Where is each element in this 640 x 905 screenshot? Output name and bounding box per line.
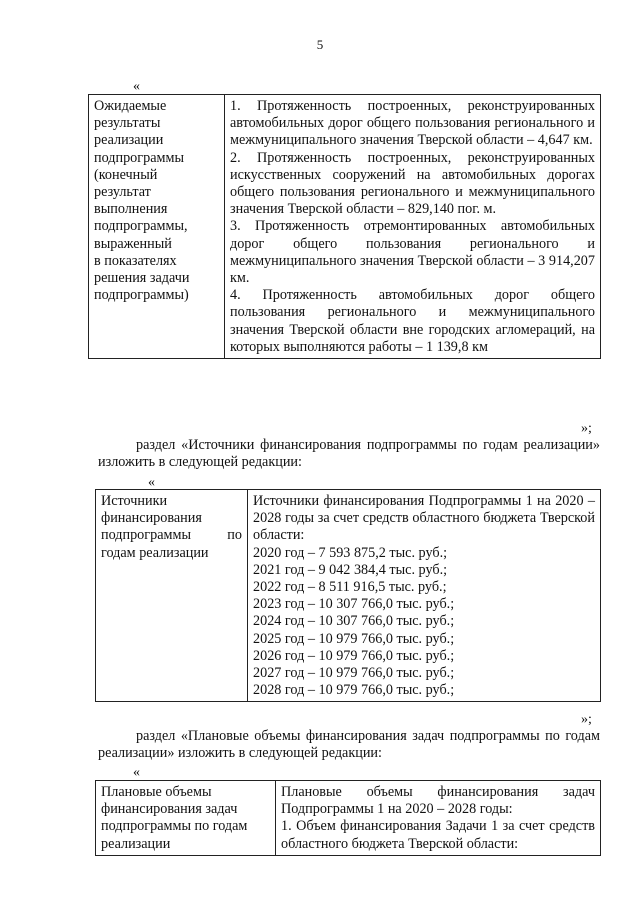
- funding-year-row: 2022 год – 8 511 916,5 тыс. руб.;: [253, 579, 447, 596]
- label-line: в показателях: [94, 252, 177, 269]
- closing-quote-2: »;: [581, 712, 592, 727]
- funding-year-row: 2026 год – 10 979 766,0 тыс. руб.;: [253, 647, 455, 664]
- funding-sources-table: [95, 489, 601, 702]
- label-line: результат: [94, 184, 151, 201]
- expected-results-values: [225, 95, 601, 359]
- funding-year-row: 2028 год – 10 979 766,0 тыс. руб.;: [253, 682, 455, 699]
- funding-intro: Источники финансирования Подпрограммы 1 на 2020 – 2028 годы за счет средств областного бюджета Тверской области:: [253, 493, 595, 544]
- funding-year-row: 2020 год – 7 593 875,2 тыс. руб.;: [253, 544, 448, 561]
- funding-year-row: 2023 год – 10 307 766,0 тыс. руб.;: [253, 596, 455, 613]
- opening-quote-1: «: [133, 79, 140, 94]
- label-line: Ожидаемые: [94, 98, 167, 114]
- result-item-4: 4. Протяженность автомобильных дорог общего пользования регионального и межмуниципального значения Тверской области вне городских агломераций, на которых выполняются работы – 1 139,8 км: [230, 287, 595, 355]
- label-line: выраженный: [94, 235, 172, 252]
- label-line: (конечный: [94, 166, 158, 183]
- paragraph-funding-sources: раздел «Источники финансирования подпрограммы по годам реализации» изложить в следующей редакции:: [98, 437, 600, 471]
- label-line: результаты: [94, 115, 161, 132]
- label-line: подпрограммы,: [94, 218, 188, 235]
- funding-year-row: 2025 год – 10 979 766,0 тыс. руб.;: [253, 630, 455, 647]
- paragraph-planned-volumes: раздел «Плановые объемы финансирования задач подпрограммы по годам реализации» изложить в следующей редакции:: [98, 728, 600, 762]
- planned-intro: Плановые объемы финансирования задач Подпрограммы 1 на 2020 – 2028 годы:: [281, 784, 595, 818]
- funding-year-row: 2027 год – 10 979 766,0 тыс. руб.;: [253, 665, 455, 682]
- label-line: подпрограммы): [94, 287, 189, 304]
- closing-quote-1: »;: [581, 421, 592, 436]
- result-item-1: 1. Протяженность построенных, реконструированных автомобильных дорог общего пользования регионального и межмуниципального значения Тверской области – 4,647 км.: [230, 98, 595, 149]
- expected-results-table: [88, 94, 601, 359]
- funding-year-row: 2024 год – 10 307 766,0 тыс. руб.;: [253, 613, 455, 630]
- label-line: реализации: [94, 132, 164, 149]
- planned-volumes-table: [95, 780, 601, 856]
- label-line: решения задачи: [94, 270, 190, 287]
- result-item-3: 3. Протяженность отремонтированных автомобильных дорог общего пользования регионального и межмуниципального значения Тверской области – 3 914,207 км.: [230, 218, 595, 287]
- label-line: выполнения: [94, 201, 168, 218]
- funding-year-row: 2021 год – 9 042 384,4 тыс. руб.;: [253, 561, 448, 578]
- page-number: 5: [316, 37, 324, 52]
- planned-item-1: 1. Объем финансирования Задачи 1 за счет средств областного бюджета Тверской области:: [281, 818, 595, 852]
- expected-results-label: [89, 95, 225, 359]
- planned-volumes-label: Плановые объемы финансирования задач подпрограммы по годам реализации: [96, 781, 276, 856]
- funding-sources-values: [248, 490, 601, 702]
- label-line: подпрограммы: [94, 149, 184, 166]
- opening-quote-3: «: [133, 765, 140, 780]
- opening-quote-2: «: [148, 475, 155, 490]
- funding-sources-label: Источники финансирования подпрограммы по годам реализации: [96, 490, 248, 702]
- result-item-2: 2. Протяженность построенных, реконструированных искусственных сооружений на автомобильных дорогах общего пользования регионального и межмуниципального значения Тверской области – 829,140 пог. м.: [230, 149, 595, 218]
- planned-volumes-values: [276, 781, 601, 856]
